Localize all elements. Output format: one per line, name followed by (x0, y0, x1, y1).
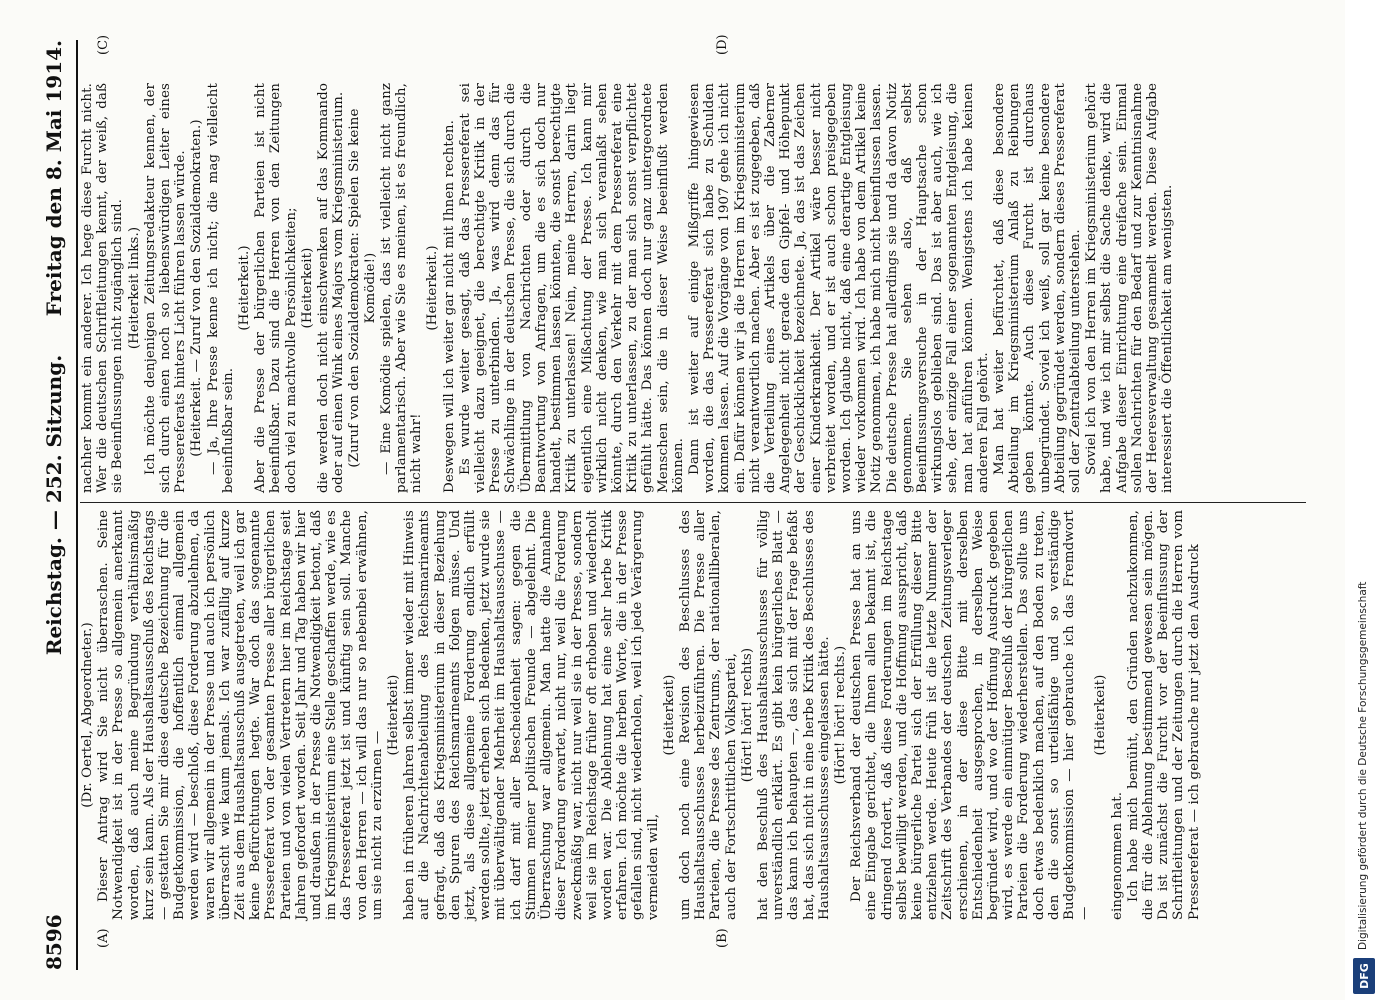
right-column-paragraph: — Eine Komödie spielen, das ist vielleicht nicht ganz parlamentarisch. Aber wie Sie es meinen, ist es freundlich, nicht wahr! (378, 83, 425, 493)
right-column-paragraph: Deswegen will ich weiter gar nicht mit Ihnen rechten. (441, 120, 457, 493)
header-title: Reichstag. — 252. Sitzung. (42, 354, 66, 656)
left-column-interjection: (Hört! hört! rechts.) (832, 645, 848, 785)
right-column-interjection: (Heiterkeit. — Zuruf von den Sozialdemokraten.) (189, 119, 205, 457)
margin-mark-a: (A) (96, 928, 111, 948)
margin-mark-c: (C) (96, 34, 111, 55)
header-date: Freitag den 8. Mai 1914. (42, 40, 66, 317)
footer-strip (1345, 0, 1383, 1000)
left-column-paragraph: hat den Beschluß des Haushaltsausschusses für völlig unverständlich erklärt. Es gibt kein bürgerliches Blatt — das kann ich behaupten —, das sich mit der Frage befaßt hat, das sich nicht in eine herbe Kritik des Beschlusses des Haushaltsausschusses eingelassen hätte. (755, 510, 832, 920)
page-header (40, 40, 74, 970)
right-column-paragraph: Dann ist weiter auf einige Mißgriffe hingewiesen worden, die das Pressereferat sich habe zu Schulden kommen lassen. Auf die Vorgänge von 1907 gehe ich nicht ein. Dafür können wir ja die Herren im Kriegsministerium nicht verantwortlich machen. Aber es ist zugegeben, daß die Verteilung eines Artikels über die Zaberner Angelegenheit nicht gerade den Gipfel- und Höhepunkt der Geschicklichkeit bezeichnete. Ja, das ist das Zeichen einer Kinderkrankheit. Der Artikel wäre besser nicht verbreitet worden, und er ist auch schon preisgegeben worden. Ich glaube nicht, daß eine derartige Entgleisung wieder vorkommen wird. Ich habe von dem Artikel keine Notiz genommen, ich habe mich nicht beeinflussen lassen. Die deutsche Presse hat allerdings sie und da davon Notiz genommen. Sie sehen also, daß selbst Beeinflussungsversuche in der Hauptsache schon wirkungslos geblieben sind. Das ist aber auch, wie ich sehe, der einzige Fall einer sogenannten Entgleisung, die man hat anführen können. Wenigstens ich habe keinen anderen Fall gehört. (686, 83, 991, 493)
right-text-column (80, 83, 1176, 493)
left-column-interjection: (Heiterkeit) (386, 674, 402, 756)
left-column-paragraph: um doch noch eine Revision des Beschlusses des Haushaltsausschusses herbeizuführen. Die Presse aller Parteien, die Presse des Zentrums, der nationalliberalen, auch der Fortschrittlichen Volkspartei, (677, 510, 739, 920)
right-column-interjection: (Heiterkeit) (299, 247, 315, 329)
header-rule (76, 40, 78, 970)
left-column-paragraph: Der Reichsverband der deutschen Presse hat an uns eine Eingabe gerichtet, die Ihnen allen bekannt ist, die dringend fordert, daß diese Forderungen im Reichstage selbst bewilligt werden, und die Hoffnung ausspricht, daß keine bürgerliche Partei sich der Erfüllung dieser Bitte entziehen werde. Heute früh ist die letzte Nummer der Zeitschrift des Verbandes der deutschen Zeitungsverleger erschienen, in der diese Bitte mit derselben Entschiedenheit ausgesprochen, in derselben Weise begründet wird, und wo der Hoffnung Ausdruck gegeben wird, es werde ein einmütiger Beschluß der bürgerlichen Parteien die Forderung wiederherstellen. Das sollte uns doch etwas bedenklich machen, auf den Boden zu treten, den die sonst so urteilsfähige und so verständige Budgetkommission — hier gebrauche ich das Fremdwort — (849, 510, 1093, 920)
left-column-paragraph: haben in früheren Jahren selbst immer wieder mit Hinweis auf die Nachrichtenabteilung des Reichsmarineamts gefragt, daß das Kriegsministerium in dieser Beziehung den Spuren des Reichsmarineamts folgen müsse. Und jetzt, als diese allgemeine Forderung endlich erfüllt werden sollte, jetzt erheben sich Bedenken, jetzt wurde sie mit überwältigender Mehrheit im Haushaltsausschusse — ich darf mit aller Bescheidenheit sagen: gegen die Stimmen meiner politischen Freunde — abgelehnt. Die Überraschung war allgemein. Man hatte die Annahme dieser Forderung erwartet, nicht nur, weil die Forderung zweckmäßig war, nicht nur weil sie in der Presse, sondern weil sie im Reichstage früher oft erhoben und wiederholt worden war. Die Ablehnung hat eine sehr herbe Kritik erfahren. Ich möchte die herben Worte, die in der Presse gefallen sind, nicht wiederholen, weil ich jede Verärgerung vermeiden will, (402, 510, 661, 920)
right-column-interjection: (Zuruf von den Sozialdemokraten: Spielen Sie keine Komödie!) (347, 108, 378, 468)
margin-mark-b: (B) (715, 928, 730, 948)
left-column-interjection: (Heiterkeit) (1093, 674, 1109, 756)
right-column-interjection: (Heiterkeit.) (425, 245, 441, 331)
right-column-paragraph: die werden doch nicht einschwenken auf das Kommando oder auf einen Wink eines Majors vom Kriegsministerium. (316, 83, 347, 493)
right-column-paragraph: nachher kommt ein anderer. Ich hege diese Furcht nicht. Wer die deutschen Schriftleitungen kennt, der weiß, daß sie Beeinflussungen nicht zugänglich sind. (80, 83, 126, 493)
right-column-paragraph: Soviel ich von den Herren im Kriegsministerium gehört habe, und wie ich mir selbst die Sache denke, wird die Aufgabe dieser Einrichtung eine dreifache sein. Einmal sollen Nachrichten für den Bedarf und zur Kenntnisnahme der Heeresverwaltung gesammelt werden. Diese Aufgabe interessiert die Öffentlichkeit am wenigsten. (1084, 83, 1176, 493)
left-column-paragraph: Ich habe mich bemüht, den Gründen nachzukommen, die für die Ablehnung bestimmend gewesen sein mögen. Da ist zunächst die Furcht vor der Beeinflussung der Schriftleitungen und der Zeitungen durch die Herren vom Pressereferat — ich gebrauche nur jetzt den Ausdruck (1125, 510, 1202, 920)
footer-credit: Digitalisierung gefördert durch die Deutsche Forschungsgemeinschaft (1357, 581, 1369, 950)
column-divider (80, 502, 1306, 503)
right-column-paragraph: — Ja, Ihre Presse kenne ich nicht; die mag vielleicht beeinflußbar sein. (205, 83, 236, 493)
right-column-paragraph: Es wurde weiter gesagt, daß das Pressereferat sei vielleicht dazu geeignet, die berechtigte Kritik in der Presse zu unterbinden. Ja, was wird denn das für Schwächlinge in der deutschen Presse, die sich durch die Übermittlung von Nachrichten oder durch die Beantwortung von Anfragen, um die es sich doch nur handelt, bestimmen lassen könnten, die sonst berechtigte Kritik zu unterlassen! Nein, meine Herren, darin liegt eigentlich eine Mißachtung der Presse. Ich kann mir wirklich nicht denken, wie man sich veranlaßt sehen könnte, durch den Verkehr mit dem Pressereferat eine Kritik zu unterlassen, zu der man sich sonst verpflichtet gefühlt hätte. Das können doch nur ganz untergeordnete Menschen sein, die in dieser Weise beeinflußt werden können. (457, 83, 686, 493)
margin-mark-d: (D) (715, 34, 730, 55)
left-column-interjection: (Hört! hört! rechts) (739, 647, 755, 783)
left-column-interjection: (Heiterkeit) (661, 674, 677, 756)
left-column-interjection: (Dr. Oertel, Abgeordneter.) (80, 622, 95, 808)
right-column-paragraph: Man hat weiter befürchtet, daß diese besondere Abteilung im Kriegsministerium Anlaß zu Reibungen geben könnte. Auch diese Furcht ist durchaus unbegründet. Soviel ich weiß, soll gar keine besondere Abteilung gegründet werden, sondern dieses Pressereferat soll der Zentralabteilung unterstehen. (991, 83, 1083, 493)
right-column-paragraph: Aber die Presse der bürgerlichen Parteien ist nicht beeinflußbar. Dazu sind die Herren von den Zeitungen doch viel zu machtvolle Persönlichkeiten; (253, 83, 299, 493)
left-column-paragraph: eingenommen hat. (1109, 791, 1125, 920)
right-column-interjection: (Heiterkeit.) (237, 245, 253, 331)
right-column-interjection: (Heiterkeit links.) (126, 226, 142, 350)
dfg-logo: DFG (1353, 958, 1375, 994)
left-text-column (80, 510, 1203, 920)
right-column-paragraph: Ich möchte denjenigen Zeitungsredakteur kennen, der sich durch einen noch so liebenswürdigen Leiter eines Pressereferats hinters Licht führen lassen würde. (142, 83, 189, 493)
page-number: 8596 (42, 914, 66, 970)
left-column-paragraph: Dieser Antrag wird Sie nicht überraschen. Seine Notwendigkeit ist in der Presse so allgemein anerkannt worden, daß auch meine Begründung verhältnismäßig kurz sein kann. Als der Haushaltsausschuß des Reichstags — gestatten Sie mir diese deutsche Bezeichnung für die Budgetkommission, die hoffentlich einmal allgemein werden wird — beschloß, diese Forderung abzulehnen, da waren wir allgemein in der Presse und auch ich persönlich überrascht wie kaum jemals. Ich war zufällig auf kurze Zeit aus dem Haushaltsausschuß ausgetreten, weil ich gar keine Befürchtungen hegte. War doch das sogenannte Pressereferat von der gesamten Presse aller bürgerlichen Parteien und von vielen Vertretern hier im Reichstage seit Jahren gefordert worden. Seit Jahr und Tag haben wir hier und draußen in der Presse die Notwendigkeit betont, daß im Kriegsministerium eine Stelle geschaffen werde, wie es das Pressereferat jetzt ist und künftig sein soll. Manche von den Herren — ich will das nur so nebenbei erwähnen, um sie nicht zu erzürnen — (96, 510, 385, 920)
